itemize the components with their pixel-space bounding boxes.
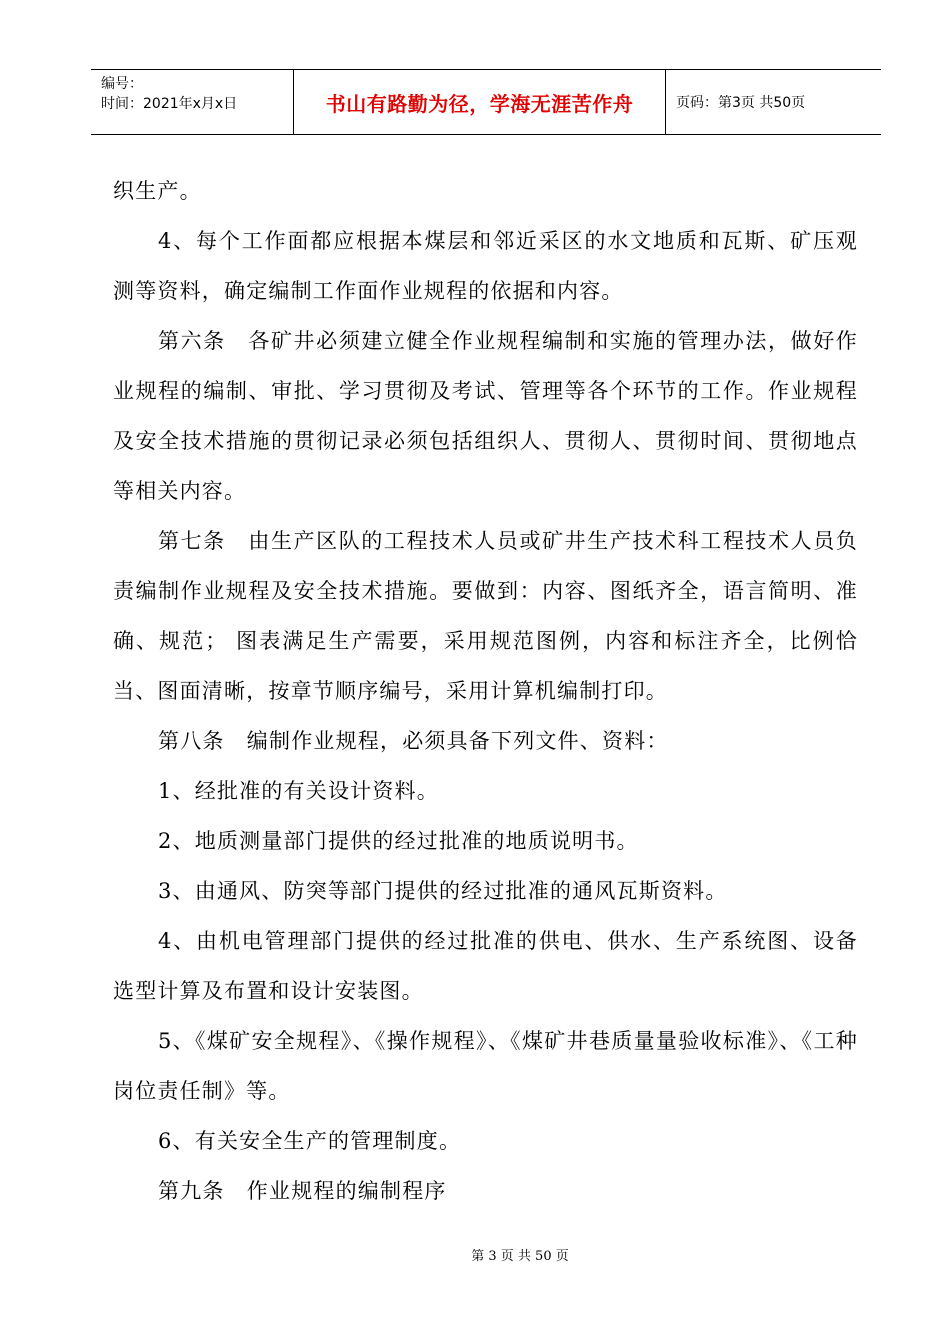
body-paragraph: 第六条 各矿井必须建立健全作业规程编制和实施的管理办法，做好作业规程的编制、审批、学习贯彻及考试、管理等各个环节的工作。作业规程及安全技术措施的贯彻记录必须包括组织人、贯彻人、贯彻时间、贯彻地点等相关内容。: [113, 329, 858, 503]
header-page-label: 页码：第3页 共50页: [676, 95, 806, 111]
body-paragraph: 4、每个工作面都应根据本煤层和邻近采区的水文地质和瓦斯、矿压观测等资料，确定编制工作面作业规程的依据和内容。: [113, 229, 858, 303]
body-paragraph: 织生产。: [113, 179, 202, 203]
body-paragraph: 4、由机电管理部门提供的经过批准的供电、供水、生产系统图、设备选型计算及布置和设计安装图。: [113, 929, 858, 1003]
header-motto-cell: [293, 70, 666, 134]
page-footer: [0, 1245, 950, 1264]
body-paragraph: 6、有关安全生产的管理制度。: [158, 1129, 462, 1153]
body-paragraph: 3、由通风、防突等部门提供的经过批准的通风瓦斯资料。: [158, 879, 728, 903]
body-paragraph: 第七条 由生产区队的工程技术人员或矿井生产技术科工程技术人员负责编制作业规程及安全技术措施。要做到：内容、图纸齐全，语言简明、准确、规范； 图表满足生产需要，采用规范图例，内容和标注齐全，比例恰当、图面清晰，按章节顺序编号，采用计算机编制打印。: [113, 529, 858, 703]
header-page-info: [666, 70, 881, 134]
body-paragraph: 1、经批准的有关设计资料。: [158, 779, 439, 803]
document-number: 编号：: [101, 76, 143, 92]
body-paragraph: 第九条 作业规程的编制程序: [158, 1179, 447, 1203]
document-body: [113, 166, 858, 1216]
page-header: [91, 69, 881, 135]
footer-page-number: 第 3 页 共 50 页: [471, 1249, 569, 1264]
header-motto: 书山有路勤为径，学海无涯苦作舟: [325, 91, 634, 116]
body-paragraph: 2、地质测量部门提供的经过批准的地质说明书。: [158, 829, 639, 853]
document-date: 时间：2021年x月x日: [101, 96, 238, 112]
body-paragraph: 第八条 编制作业规程，必须具备下列文件、资料：: [158, 729, 669, 753]
header-meta: [91, 70, 293, 134]
body-paragraph: 5、《煤矿安全规程》、《操作规程》、《煤矿井巷质量量验收标准》、《工种岗位责任制》等。: [113, 1029, 858, 1103]
